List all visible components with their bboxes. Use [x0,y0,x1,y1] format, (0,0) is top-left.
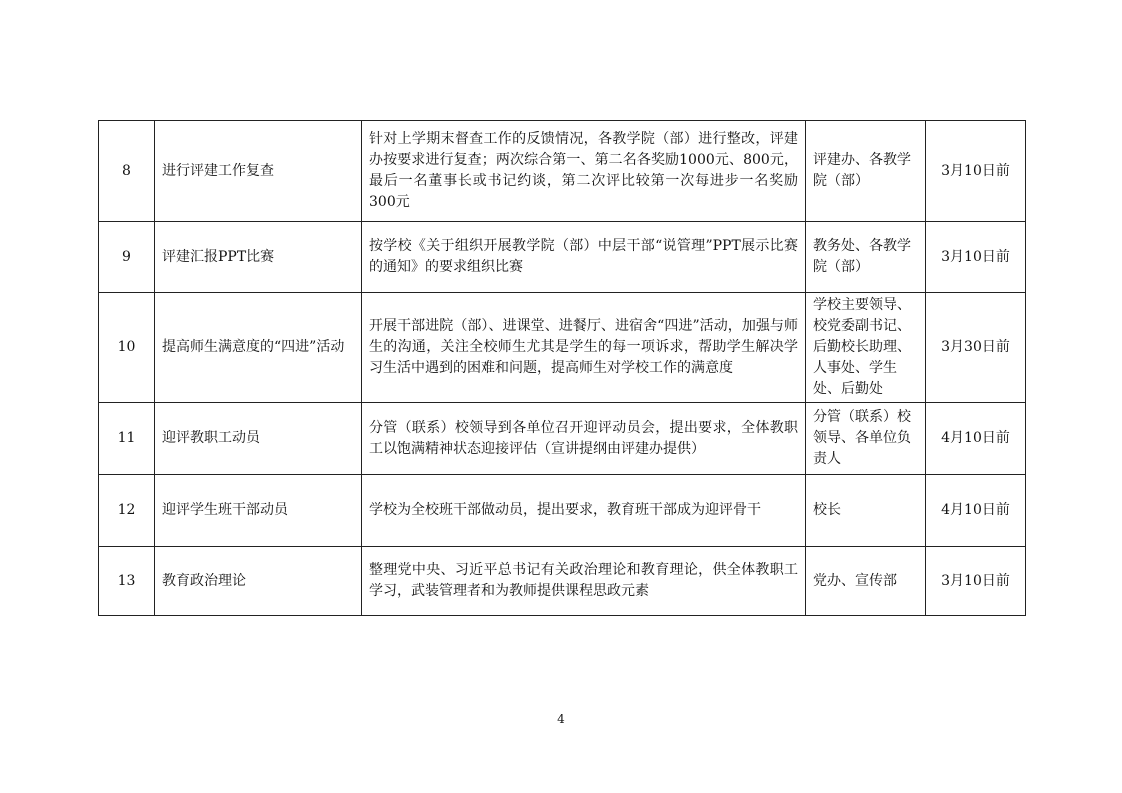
table-row [99,403,1026,475]
task-name: 评建汇报PPT比赛 [155,222,362,293]
responsible-dept: 校长 [806,475,926,547]
task-name: 提高师生满意度的“四进”活动 [155,293,362,403]
responsible-dept: 学校主要领导、校党委副书记、后勤校长助理、人事处、学生处、后勤处 [806,293,926,403]
page-number: 4 [557,712,565,726]
table-row [99,293,1026,403]
responsible-dept: 评建办、各教学院（部） [806,121,926,222]
deadline: 4月10日前 [926,403,1026,475]
table-row [99,547,1026,616]
schedule-table [98,120,1026,616]
table-row [99,121,1026,222]
responsible-dept: 教务处、各教学院（部） [806,222,926,293]
row-number: 10 [99,293,155,403]
row-number: 12 [99,475,155,547]
row-number: 9 [99,222,155,293]
deadline: 3月10日前 [926,222,1026,293]
task-name: 迎评学生班干部动员 [155,475,362,547]
row-number: 13 [99,547,155,616]
task-content: 学校为全校班干部做动员，提出要求，教育班干部成为迎评骨干 [362,475,806,547]
responsible-dept: 党办、宣传部 [806,547,926,616]
responsible-dept: 分管（联系）校领导、各单位负责人 [806,403,926,475]
row-number: 8 [99,121,155,222]
task-name: 迎评教职工动员 [155,403,362,475]
task-content: 按学校《关于组织开展教学院（部）中层干部“说管理”PPT展示比赛的通知》的要求组织比赛 [362,222,806,293]
task-name: 教育政治理论 [155,547,362,616]
deadline: 3月30日前 [926,293,1026,403]
task-content: 开展干部进院（部）、进课堂、进餐厅、进宿舍“四进”活动，加强与师生的沟通，关注全校师生尤其是学生的每一项诉求，帮助学生解决学习生活中遇到的困难和问题，提高师生对学校工作的满意度 [362,293,806,403]
task-content: 针对上学期末督查工作的反馈情况，各教学院（部）进行整改，评建办按要求进行复查；两次综合第一、第二名各奖励1000元、800元，最后一名董事长或书记约谈，第二次评比较第一次每进步一名奖励300元 [362,121,806,222]
deadline: 3月10日前 [926,547,1026,616]
task-content: 整理党中央、习近平总书记有关政治理论和教育理论，供全体教职工学习，武装管理者和为教师提供课程思政元素 [362,547,806,616]
deadline: 4月10日前 [926,475,1026,547]
row-number: 11 [99,403,155,475]
task-name: 进行评建工作复查 [155,121,362,222]
table-row [99,475,1026,547]
task-content: 分管（联系）校领导到各单位召开迎评动员会，提出要求，全体教职工以饱满精神状态迎接评估（宣讲提纲由评建办提供） [362,403,806,475]
deadline: 3月10日前 [926,121,1026,222]
table-row [99,222,1026,293]
